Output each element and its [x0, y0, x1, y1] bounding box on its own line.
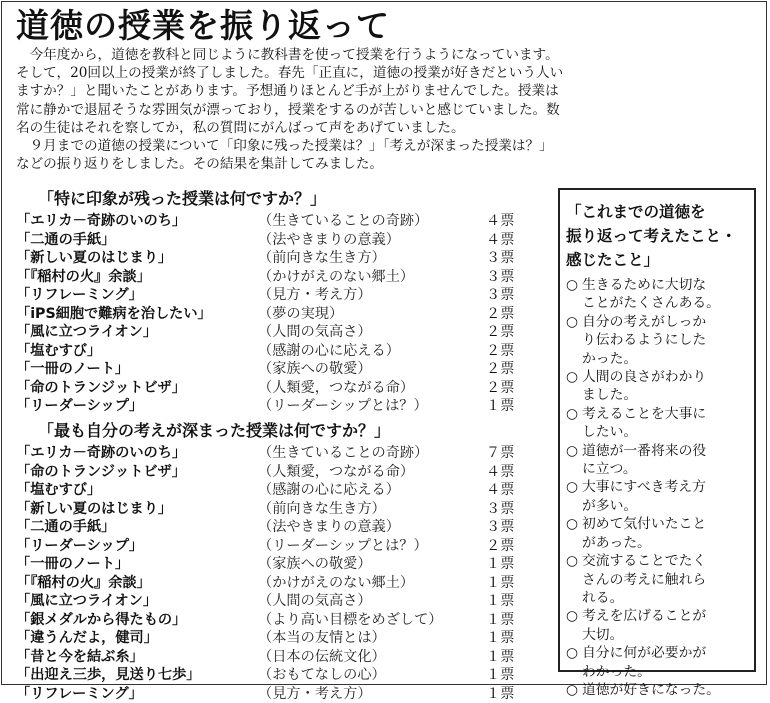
lesson-title: 「塩むすび」 — [16, 342, 101, 361]
reflection-item — [566, 405, 750, 442]
vote-count: ３票 — [486, 500, 514, 519]
reflection-item-line: ことがたくさんある。 — [582, 294, 750, 312]
lesson-title: 「風に立つライオン」 — [16, 323, 157, 342]
result-row — [16, 323, 536, 342]
circle-bullet-icon: ○ — [566, 478, 578, 496]
reflection-item — [566, 515, 750, 552]
vote-count: ２票 — [486, 537, 514, 556]
circle-bullet-icon: ○ — [566, 515, 578, 533]
result-row — [16, 555, 536, 574]
result-row — [16, 463, 536, 482]
vote-count: １票 — [486, 574, 514, 593]
reflection-item-line: さんの考えに触れら — [582, 571, 750, 589]
reflection-box — [558, 188, 756, 672]
lesson-theme: （前向きな生き方） — [258, 500, 386, 519]
result-row — [16, 379, 536, 398]
lesson-theme: （より高い目標をめざして） — [258, 611, 442, 630]
vote-count: １票 — [486, 555, 514, 574]
vote-count: ４票 — [486, 481, 514, 500]
lesson-theme: （前向きな生き方） — [258, 249, 386, 268]
result-row — [16, 360, 536, 379]
lesson-title: 「二通の手紙」 — [16, 231, 115, 250]
lesson-theme: （見方・考え方） — [258, 286, 372, 305]
result-row — [16, 397, 536, 416]
lesson-title: 「リーダーシップ」 — [16, 397, 143, 416]
result-row — [16, 685, 536, 703]
reflection-item-line: 道徳が好きになった。 — [582, 681, 750, 699]
result-row — [16, 231, 536, 250]
lesson-title: 「命のトランジットビザ」 — [16, 463, 186, 482]
lesson-theme: （本当の友情とは） — [258, 629, 386, 648]
reflection-item — [566, 442, 750, 479]
intro-line: などの振り返りをしました。その結果を集計してみました。 — [16, 155, 756, 173]
lesson-title: 「違うんだよ，健司」 — [16, 629, 158, 648]
page-title: 道徳の授業を振り返って — [16, 6, 390, 46]
result-row — [16, 342, 536, 361]
vote-count: １票 — [486, 648, 514, 667]
reflection-item-line: があった。 — [582, 534, 750, 552]
vote-count: ２票 — [486, 305, 514, 324]
result-row — [16, 592, 536, 611]
vote-count: １票 — [486, 666, 514, 685]
vote-count: ４票 — [486, 463, 514, 482]
reflection-item-line: に立つ。 — [582, 460, 750, 478]
lesson-title: 「一冊のノート」 — [16, 555, 129, 574]
circle-bullet-icon: ○ — [566, 607, 578, 625]
survey1-heading: 「特に印象が残った授業は何ですか？」 — [38, 188, 326, 210]
result-row — [16, 648, 536, 667]
lesson-title: 「塩むすび」 — [16, 481, 101, 500]
lesson-theme: （日本の伝統文化） — [258, 648, 386, 667]
circle-bullet-icon: ○ — [566, 405, 578, 423]
reflection-item — [566, 368, 750, 405]
reflection-heading-line: 感じたこと」 — [566, 248, 750, 272]
vote-count: ４票 — [486, 231, 514, 250]
result-row — [16, 212, 536, 231]
lesson-theme: （人類愛，つながる命） — [258, 463, 414, 482]
reflection-item-line: したい。 — [582, 423, 750, 441]
result-row — [16, 500, 536, 519]
lesson-title: 「リフレーミング」 — [16, 286, 143, 305]
intro-line: ９月までの道徳の授業について「印象に残った授業は？」「考えが深まった授業は？」 — [16, 137, 756, 155]
reflection-item-line: ました。 — [582, 386, 750, 404]
intro-line: 常に静かで退屈そうな雰囲気が漂っており，授業をするのが苦しいと感じていました。数 — [16, 101, 756, 119]
lesson-title: 「二通の手紙」 — [16, 518, 115, 537]
intro-paragraph — [16, 46, 756, 173]
reflection-item-line: 自分に何が必要かが — [582, 644, 750, 662]
lesson-title: 「エリカ－奇跡のいのち」 — [16, 212, 186, 231]
circle-bullet-icon: ○ — [566, 442, 578, 460]
lesson-theme: （生きていることの奇跡） — [258, 444, 428, 463]
lesson-theme: （人間の気高さ） — [258, 323, 372, 342]
vote-count: ２票 — [486, 342, 514, 361]
circle-bullet-icon: ○ — [566, 552, 578, 570]
result-row — [16, 518, 536, 537]
reflection-item — [566, 313, 750, 368]
lesson-theme: （リーダーシップとは？） — [258, 397, 428, 416]
circle-bullet-icon: ○ — [566, 313, 578, 331]
lesson-theme: （人間の気高さ） — [258, 592, 372, 611]
vote-count: ３票 — [486, 518, 514, 537]
circle-bullet-icon: ○ — [566, 644, 578, 662]
vote-count: ２票 — [486, 323, 514, 342]
vote-count: ３票 — [486, 286, 514, 305]
intro-line: ますか？」と聞いたことがあります。予想通りほとんど手が上がりませんでした。授業は — [16, 82, 756, 100]
result-row — [16, 574, 536, 593]
lesson-theme: （法やきまりの意義） — [258, 518, 400, 537]
circle-bullet-icon: ○ — [566, 368, 578, 386]
vote-count: ２票 — [486, 360, 514, 379]
lesson-title: 「新しい夏のはじまり」 — [16, 249, 172, 268]
reflection-item-line: 生きるために大切な — [582, 276, 750, 294]
reflection-item-line: 考えることを大事に — [582, 405, 750, 423]
vote-count: ４票 — [486, 212, 514, 231]
lesson-title: 「『稲村の火』余談」 — [16, 574, 151, 593]
survey2-heading: 「最も自分の考えが深まった授業は何ですか？」 — [38, 420, 390, 442]
result-row — [16, 444, 536, 463]
reflection-heading-line: 「これまでの道徳を — [566, 200, 750, 224]
reflection-item — [566, 607, 750, 644]
lesson-title: 「新しい夏のはじまり」 — [16, 500, 172, 519]
reflection-item — [566, 276, 750, 313]
reflection-item — [566, 681, 750, 699]
vote-count: １票 — [486, 685, 514, 703]
lesson-title: 「昔と今を結ぶ糸」 — [16, 648, 144, 667]
reflection-item — [566, 552, 750, 607]
lesson-theme: （見方・考え方） — [258, 685, 372, 703]
reflection-item-line: 自分の考えがしっか — [582, 313, 750, 331]
lesson-title: 「リフレーミング」 — [16, 685, 143, 703]
intro-line: そして，20回以上の授業が終了しました。春先「正直に，道徳の授業が好きだという人い — [16, 64, 756, 82]
intro-line: 名の生徒はそれを察してか，私の質問にがんばって声をあげていました。 — [16, 119, 756, 137]
lesson-theme: （生きていることの奇跡） — [258, 212, 428, 231]
result-row — [16, 481, 536, 500]
lesson-theme: （夢の実現） — [258, 305, 343, 324]
lesson-title: 「iPS細胞で難病を治したい」 — [16, 305, 212, 324]
result-row — [16, 286, 536, 305]
vote-count: １票 — [486, 397, 514, 416]
lesson-title: 「出迎え三歩，見送り七歩」 — [16, 666, 200, 685]
vote-count: ２票 — [486, 379, 514, 398]
lesson-title: 「エリカ－奇跡のいのち」 — [16, 444, 186, 463]
vote-count: ３票 — [486, 268, 514, 287]
vote-count: １票 — [486, 592, 514, 611]
lesson-title: 「リーダーシップ」 — [16, 537, 143, 556]
lesson-theme: （感謝の心に応える） — [258, 342, 400, 361]
result-row — [16, 268, 536, 287]
reflection-item-line: 初めて気付いたこと — [582, 515, 750, 533]
reflection-list — [566, 276, 750, 699]
result-row — [16, 611, 536, 630]
lesson-theme: （人類愛，つながる命） — [258, 379, 414, 398]
result-row — [16, 537, 536, 556]
survey2-results — [16, 444, 536, 703]
reflection-heading — [566, 200, 750, 272]
lesson-theme: （おもてなしの心） — [258, 666, 386, 685]
reflection-item-line: わかった。 — [582, 663, 750, 681]
reflection-item-line: 考えを広げることが — [582, 607, 750, 625]
reflection-item — [566, 644, 750, 681]
reflection-item-line: れる。 — [582, 589, 750, 607]
circle-bullet-icon: ○ — [566, 276, 578, 294]
result-row — [16, 305, 536, 324]
lesson-title: 「一冊のノート」 — [16, 360, 129, 379]
lesson-theme: （感謝の心に応える） — [258, 481, 400, 500]
reflection-item-line: り伝わるようにした — [582, 331, 750, 349]
reflection-item — [566, 478, 750, 515]
reflection-item-line: 道徳が一番将来の役 — [582, 442, 750, 460]
lesson-title: 「命のトランジットビザ」 — [16, 379, 186, 398]
result-row — [16, 629, 536, 648]
vote-count: ７票 — [486, 444, 514, 463]
result-row — [16, 666, 536, 685]
intro-line: 今年度から，道徳を教科と同じように教科書を使って授業を行うようになっています。 — [16, 46, 756, 64]
reflection-heading-line: 振り返って考えたこと・ — [566, 224, 750, 248]
vote-count: ３票 — [486, 249, 514, 268]
lesson-title: 「銀メダルから得たもの」 — [16, 611, 186, 630]
lesson-theme: （家族への敬愛） — [258, 555, 372, 574]
lesson-theme: （家族への敬愛） — [258, 360, 372, 379]
lesson-theme: （かけがえのない郷土） — [258, 574, 414, 593]
lesson-theme: （かけがえのない郷土） — [258, 268, 414, 287]
result-row — [16, 249, 536, 268]
reflection-item-line: かった。 — [582, 350, 750, 368]
reflection-item-line: 大事にすべき考え方 — [582, 478, 750, 496]
survey1-results — [16, 212, 536, 416]
reflection-item-line: 大切。 — [582, 626, 750, 644]
reflection-item-line: 交流することでたく — [582, 552, 750, 570]
lesson-theme: （法やきまりの意義） — [258, 231, 400, 250]
reflection-item-line: が多い。 — [582, 497, 750, 515]
lesson-title: 「『稲村の火』余談」 — [16, 268, 151, 287]
vote-count: １票 — [486, 611, 514, 630]
lesson-theme: （リーダーシップとは？） — [258, 537, 428, 556]
lesson-title: 「風に立つライオン」 — [16, 592, 157, 611]
reflection-item-line: 人間の良さがわかり — [582, 368, 750, 386]
vote-count: １票 — [486, 629, 514, 648]
circle-bullet-icon: ○ — [566, 681, 578, 699]
newsletter-page — [1, 1, 767, 685]
